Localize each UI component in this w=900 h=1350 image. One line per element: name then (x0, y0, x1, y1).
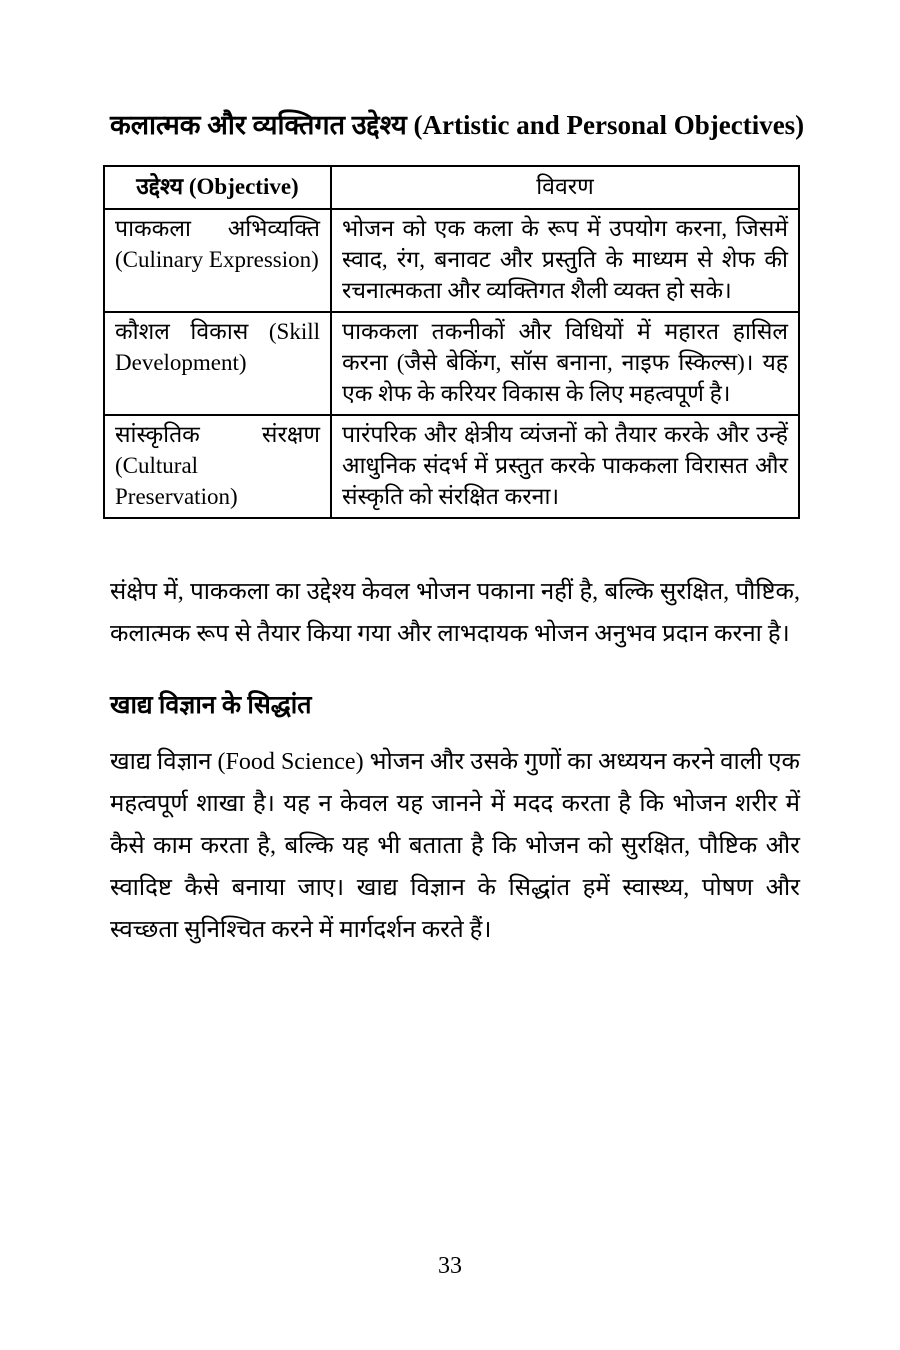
objective-cell: पाककला अभिव्यक्ति (Culinary Expression) (104, 209, 331, 312)
column-header-objective: उद्देश्य (Objective) (104, 166, 331, 209)
detail-cell: पाककला तकनीकों और विधियों में महारत हासिल करना (जैसे बेकिंग, सॉस बनाना, नाइफ स्किल्स)। यह एक शेफ के करियर विकास के लिए महत्वपूर्ण है। (331, 312, 799, 415)
page-content (103, 108, 805, 951)
summary-paragraph: संक्षेप में, पाककला का उद्देश्य केवल भोजन पकाना नहीं है, बल्कि सुरक्षित, पौष्टिक, कलात्मक रूप से तैयार किया गया और लाभदायक भोजन अनुभव प्रदान करना है। (110, 579, 800, 648)
food-science-paragraph: खाद्य विज्ञान (Food Science) भोजन और उसके गुणों का अध्ययन करने वाली एक महत्वपूर्ण शाखा है। यह न केवल यह जानने में मदद करता है कि भोजन शरीर में कैसे काम करता है, बल्कि यह भी बताता है कि भोजन को सुरक्षित, पौष्टिक और स्वादिष्ट कैसे बनाया जाए। खाद्य विज्ञान के सिद्धांत हमें स्वास्थ्य, पोषण और स्वच्छता सुनिश्चित करने में मार्गदर्शन करते हैं। (110, 749, 800, 944)
page-number: 33 (438, 1253, 462, 1279)
objective-cell: सांस्कृतिक संरक्षण (Cultural Preservation) (104, 415, 331, 518)
column-header-detail: विवरण (331, 166, 799, 209)
table-header-row (104, 166, 799, 209)
section1-heading: कलात्मक और व्यक्तिगत उद्देश्य (Artistic and Personal Objectives) (110, 110, 805, 140)
table-row (104, 312, 799, 415)
detail-cell: पारंपरिक और क्षेत्रीय व्यंजनों को तैयार करके और उन्हें आधुनिक संदर्भ में प्रस्तुत करके पाककला विरासत और संस्कृति को संरक्षित करना। (331, 415, 799, 518)
section2-heading: खाद्य विज्ञान के सिद्धांत (110, 692, 312, 720)
objective-cell: कौशल विकास (Skill Development) (104, 312, 331, 415)
table-row (104, 209, 799, 312)
table-row (104, 415, 799, 518)
objectives-table (103, 165, 800, 519)
detail-cell: भोजन को एक कला के रूप में उपयोग करना, जिसमें स्वाद, रंग, बनावट और प्रस्तुति के माध्यम से शेफ की रचनात्मकता और व्यक्तिगत शैली व्यक्त हो सके। (331, 209, 799, 312)
